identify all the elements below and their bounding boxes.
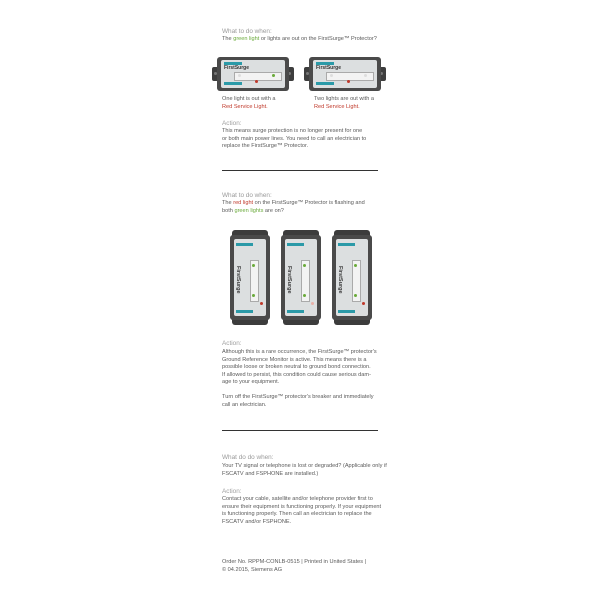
device-brand: FirstSurge [235,266,241,294]
surge-protector-image [304,57,386,91]
section3-question [222,463,387,478]
caption-text: One light is out with a [222,96,276,102]
device-brand: FirstSurge [316,65,342,71]
action-line: This means surge protection is no longer present for one [222,128,363,134]
device-brand: FirstSurge [224,65,250,71]
caption-text: Two lights are out with a [314,96,375,102]
action-line: is functioning properly. Then call an electrician to replace the [222,511,372,518]
action-line: call an electrician. [222,401,267,408]
surge-protector-image [281,230,321,325]
section1-heading: What to do when: [222,28,272,35]
red-light-text: red light [233,200,254,206]
action-line: possible loose or broken neutral to ground bond connection. [222,364,371,371]
action-line: Turn off the FirstSurge™ protector's breaker and immediately [222,394,374,400]
section2-heading: What to do when: [222,192,272,199]
section2-action-text-2 [222,394,374,409]
footer [222,559,366,574]
section1-action-label: Action: [222,120,242,127]
section2-action-label: Action: [222,340,242,347]
surge-protector-image [332,230,372,325]
caption-two-lights [314,96,374,111]
question-text: The [222,200,234,206]
question-text: or lights are out on the FirstSurge™ Protector? [259,36,377,42]
action-line: Contact your cable, satellite and/or telephone provider first to [222,496,373,502]
red-service-light-text: Red Service Light. [314,103,360,110]
surge-protector-image [230,230,270,325]
action-line: Although this is a rare occurrence, the FirstSurge™ protector's [222,349,377,355]
action-line: Ground Reference Monitor is active. This means there is a [222,356,367,363]
action-line: or both main power lines. You need to call an electrician to [222,135,367,142]
section3-action-text [222,496,381,526]
section1-action-text [222,128,366,151]
action-line: age to your equipment. [222,379,280,386]
question-text: on the FirstSurge™ Protector is flashing and [253,200,365,206]
action-line: replace the FirstSurge™ Protector. [222,143,309,150]
question-line: FSCATV and FSPHONE are installed.) [222,470,319,477]
caption-one-light [222,96,275,111]
section1-question [222,36,377,44]
green-light-text: green light [233,36,260,42]
question-text: The [222,36,234,42]
order-number: Order No. RPPM-CONLB-0515 | Printed in United States | [222,559,367,565]
section3-action-label: Action: [222,488,242,495]
action-line: ensure their equipment is functioning properly. If your equipment [222,503,382,510]
action-line: If allowed to persist, this condition could cause serious dam- [222,371,371,378]
action-line: FSCATV and/or FSPHONE. [222,518,292,525]
device-brand: FirstSurge [286,266,292,294]
section3-heading: What do do when: [222,454,274,461]
section2-action-text [222,349,377,387]
device-brand: FirstSurge [337,266,343,294]
surge-protector-image [212,57,294,91]
divider [222,170,378,171]
section2-question [222,200,365,215]
question-line: Your TV signal or telephone is lost or degraded? (Applicable only if [222,463,387,469]
green-lights-text: green lights [234,207,264,214]
question-text: are on? [263,207,284,214]
copyright: © 04.2015, Siemens AG [222,566,283,573]
question-text: both [222,207,235,214]
divider [222,430,378,431]
red-service-light-text: Red Service Light. [222,103,268,110]
